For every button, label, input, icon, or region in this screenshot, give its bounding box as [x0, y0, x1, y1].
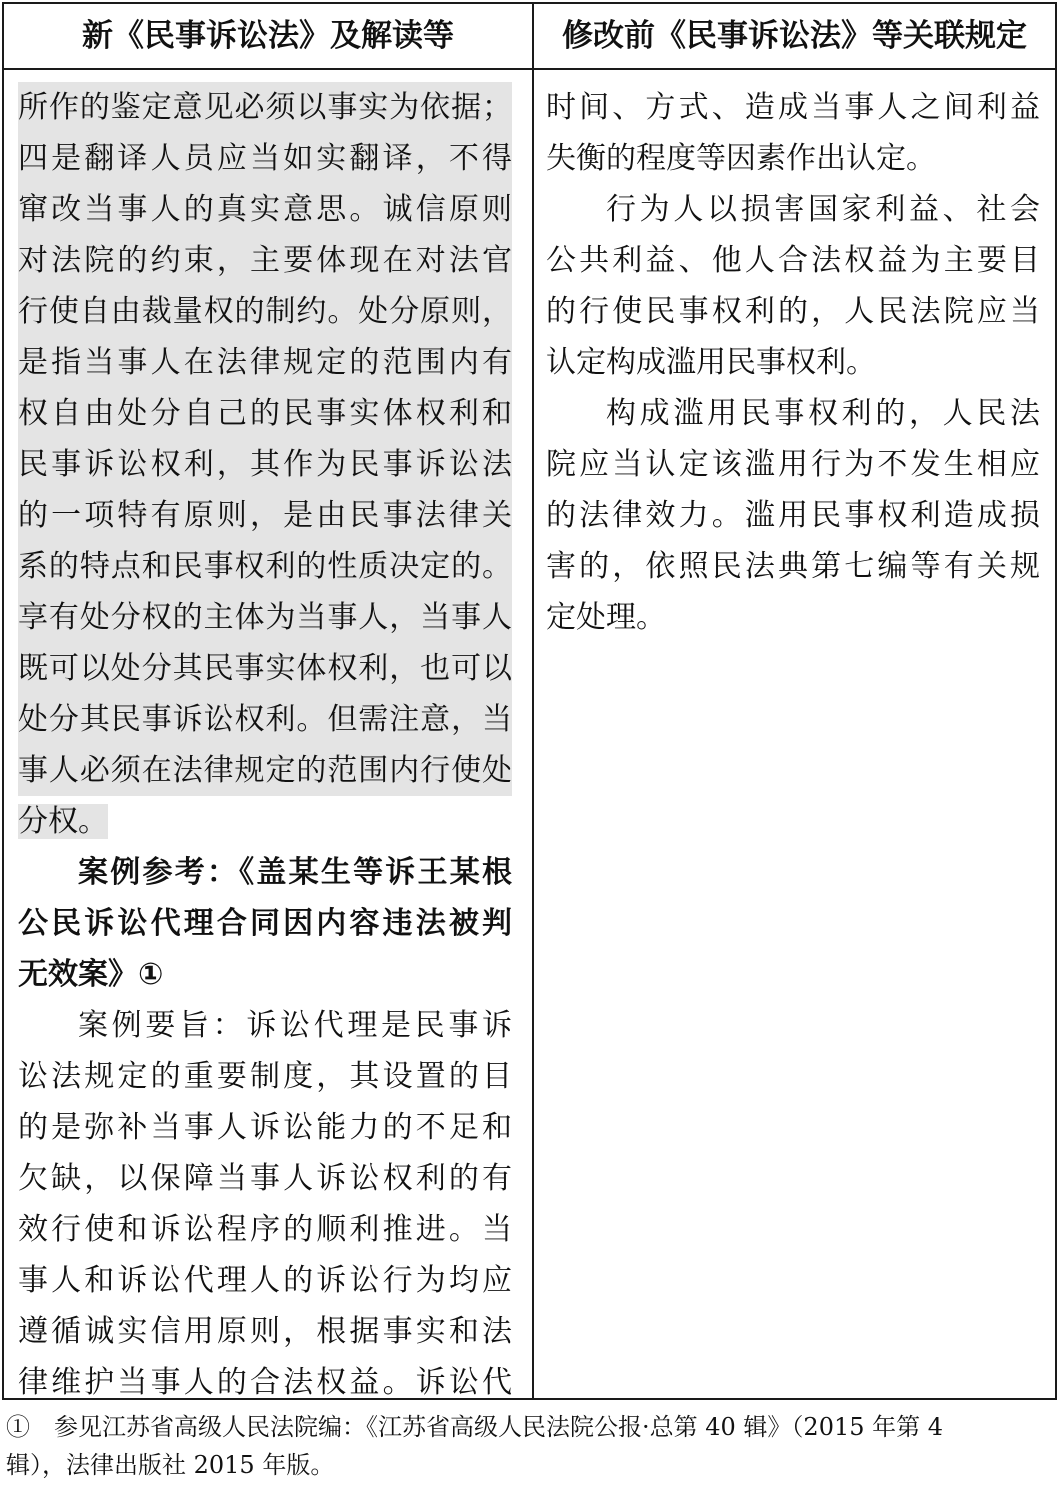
right-line: 失衡的程度等因素作出认定。	[546, 141, 936, 176]
footnote-line: ① 参见江苏省高级人民法院编：《江苏省高级人民法院公报·总第 40 辑》（2015 年第 4	[6, 1413, 944, 1441]
case-line: 讼法规定的重要制度，其设置的目	[18, 1059, 512, 1094]
left-column-header: 新《民事诉讼法》及解读等	[82, 18, 454, 54]
right-line: 认定构成滥用民事权利。	[546, 345, 876, 380]
column-divider	[532, 4, 534, 1398]
left-line: 是指当事人在法律规定的范围内有	[18, 337, 512, 388]
right-line: 院应当认定该滥用行为不发生相应	[546, 447, 1040, 482]
left-line: 窜改当事人的真实意思。诚信原则	[18, 184, 512, 235]
case-line: 案例要旨：诉讼代理是民事诉	[78, 1008, 512, 1043]
case-title-line: 公民诉讼代理合同因内容违法被判	[18, 906, 512, 941]
case-title-line: 案例参考：《盖某生等诉王某根	[78, 855, 512, 890]
right-line: 构成滥用民事权利的，人民法	[606, 396, 1040, 431]
right-column-body	[546, 82, 1040, 643]
left-line: 既可以处分其民事实体权利，也可以	[18, 643, 512, 694]
left-line: 享有处分权的主体为当事人，当事人	[18, 592, 512, 643]
right-line: 的行使民事权利的，人民法院应当	[546, 294, 1040, 329]
left-line: 行使自由裁量权的制约。处分原则，	[18, 286, 512, 337]
header-divider	[4, 68, 1055, 70]
left-line: 所作的鉴定意见必须以事实为依据；	[18, 82, 512, 133]
case-title-line: 无效案》①	[18, 957, 164, 992]
case-line: 的是弥补当事人诉讼能力的不足和	[18, 1110, 512, 1145]
left-line: 的一项特有原则，是由民事法律关	[18, 490, 512, 541]
right-line: 公共利益、他人合法权益为主要目	[546, 243, 1040, 278]
right-line: 害的，依照民法典第七编等有关规	[546, 549, 1040, 584]
right-line: 的法律效力。滥用民事权利造成损	[546, 498, 1040, 533]
right-line: 时间、方式、造成当事人之间利益	[546, 90, 1040, 125]
left-line	[18, 796, 512, 847]
footnote	[6, 1408, 1056, 1484]
left-line: 对法院的约束，主要体现在对法官	[18, 235, 512, 286]
left-line: 事人必须在法律规定的范围内行使处	[18, 745, 512, 796]
left-line: 系的特点和民事权利的性质决定的。	[18, 541, 512, 592]
right-line: 行为人以损害国家利益、社会	[606, 192, 1040, 227]
left-line-text: 分权。	[18, 804, 108, 839]
left-line: 权自由处分自己的民事实体权利和	[18, 388, 512, 439]
case-line: 事人和诉讼代理人的诉讼行为均应	[18, 1263, 512, 1298]
left-line: 处分其民事诉讼权利。但需注意，当	[18, 694, 512, 745]
left-line: 四是翻译人员应当如实翻译，不得	[18, 133, 512, 184]
left-column-body	[18, 82, 512, 1408]
case-line: 效行使和诉讼程序的顺利推进。当	[18, 1212, 512, 1247]
right-line: 定处理。	[546, 600, 666, 635]
footnote-line: 辑），法律出版社 2015 年版。	[6, 1451, 335, 1479]
case-line: 欠缺，以保障当事人诉讼权利的有	[18, 1161, 512, 1196]
case-line: 遵循诚实信用原则，根据事实和法	[18, 1314, 512, 1349]
right-column-header: 修改前《民事诉讼法》等关联规定	[562, 18, 1027, 54]
case-line: 律维护当事人的合法权益。诉讼代	[18, 1365, 512, 1400]
left-line: 民事诉讼权利，其作为民事诉讼法	[18, 439, 512, 490]
